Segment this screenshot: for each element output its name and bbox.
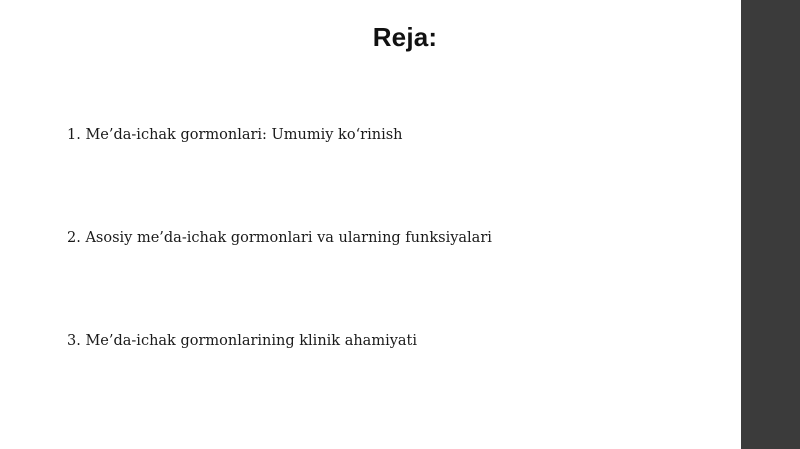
slide-title: Reja:: [372, 22, 438, 52]
side-panel: [741, 0, 800, 449]
plan-item-3: 3. Me’da-ichak gormonlarining klinik ahamiyati: [67, 333, 418, 349]
plan-item-2: 2. Asosiy me’da-ichak gormonlari va ularning funksiyalari: [67, 230, 492, 246]
plan-item-1: 1. Me’da-ichak gormonlari: Umumiy ko‘rinish: [67, 127, 403, 143]
